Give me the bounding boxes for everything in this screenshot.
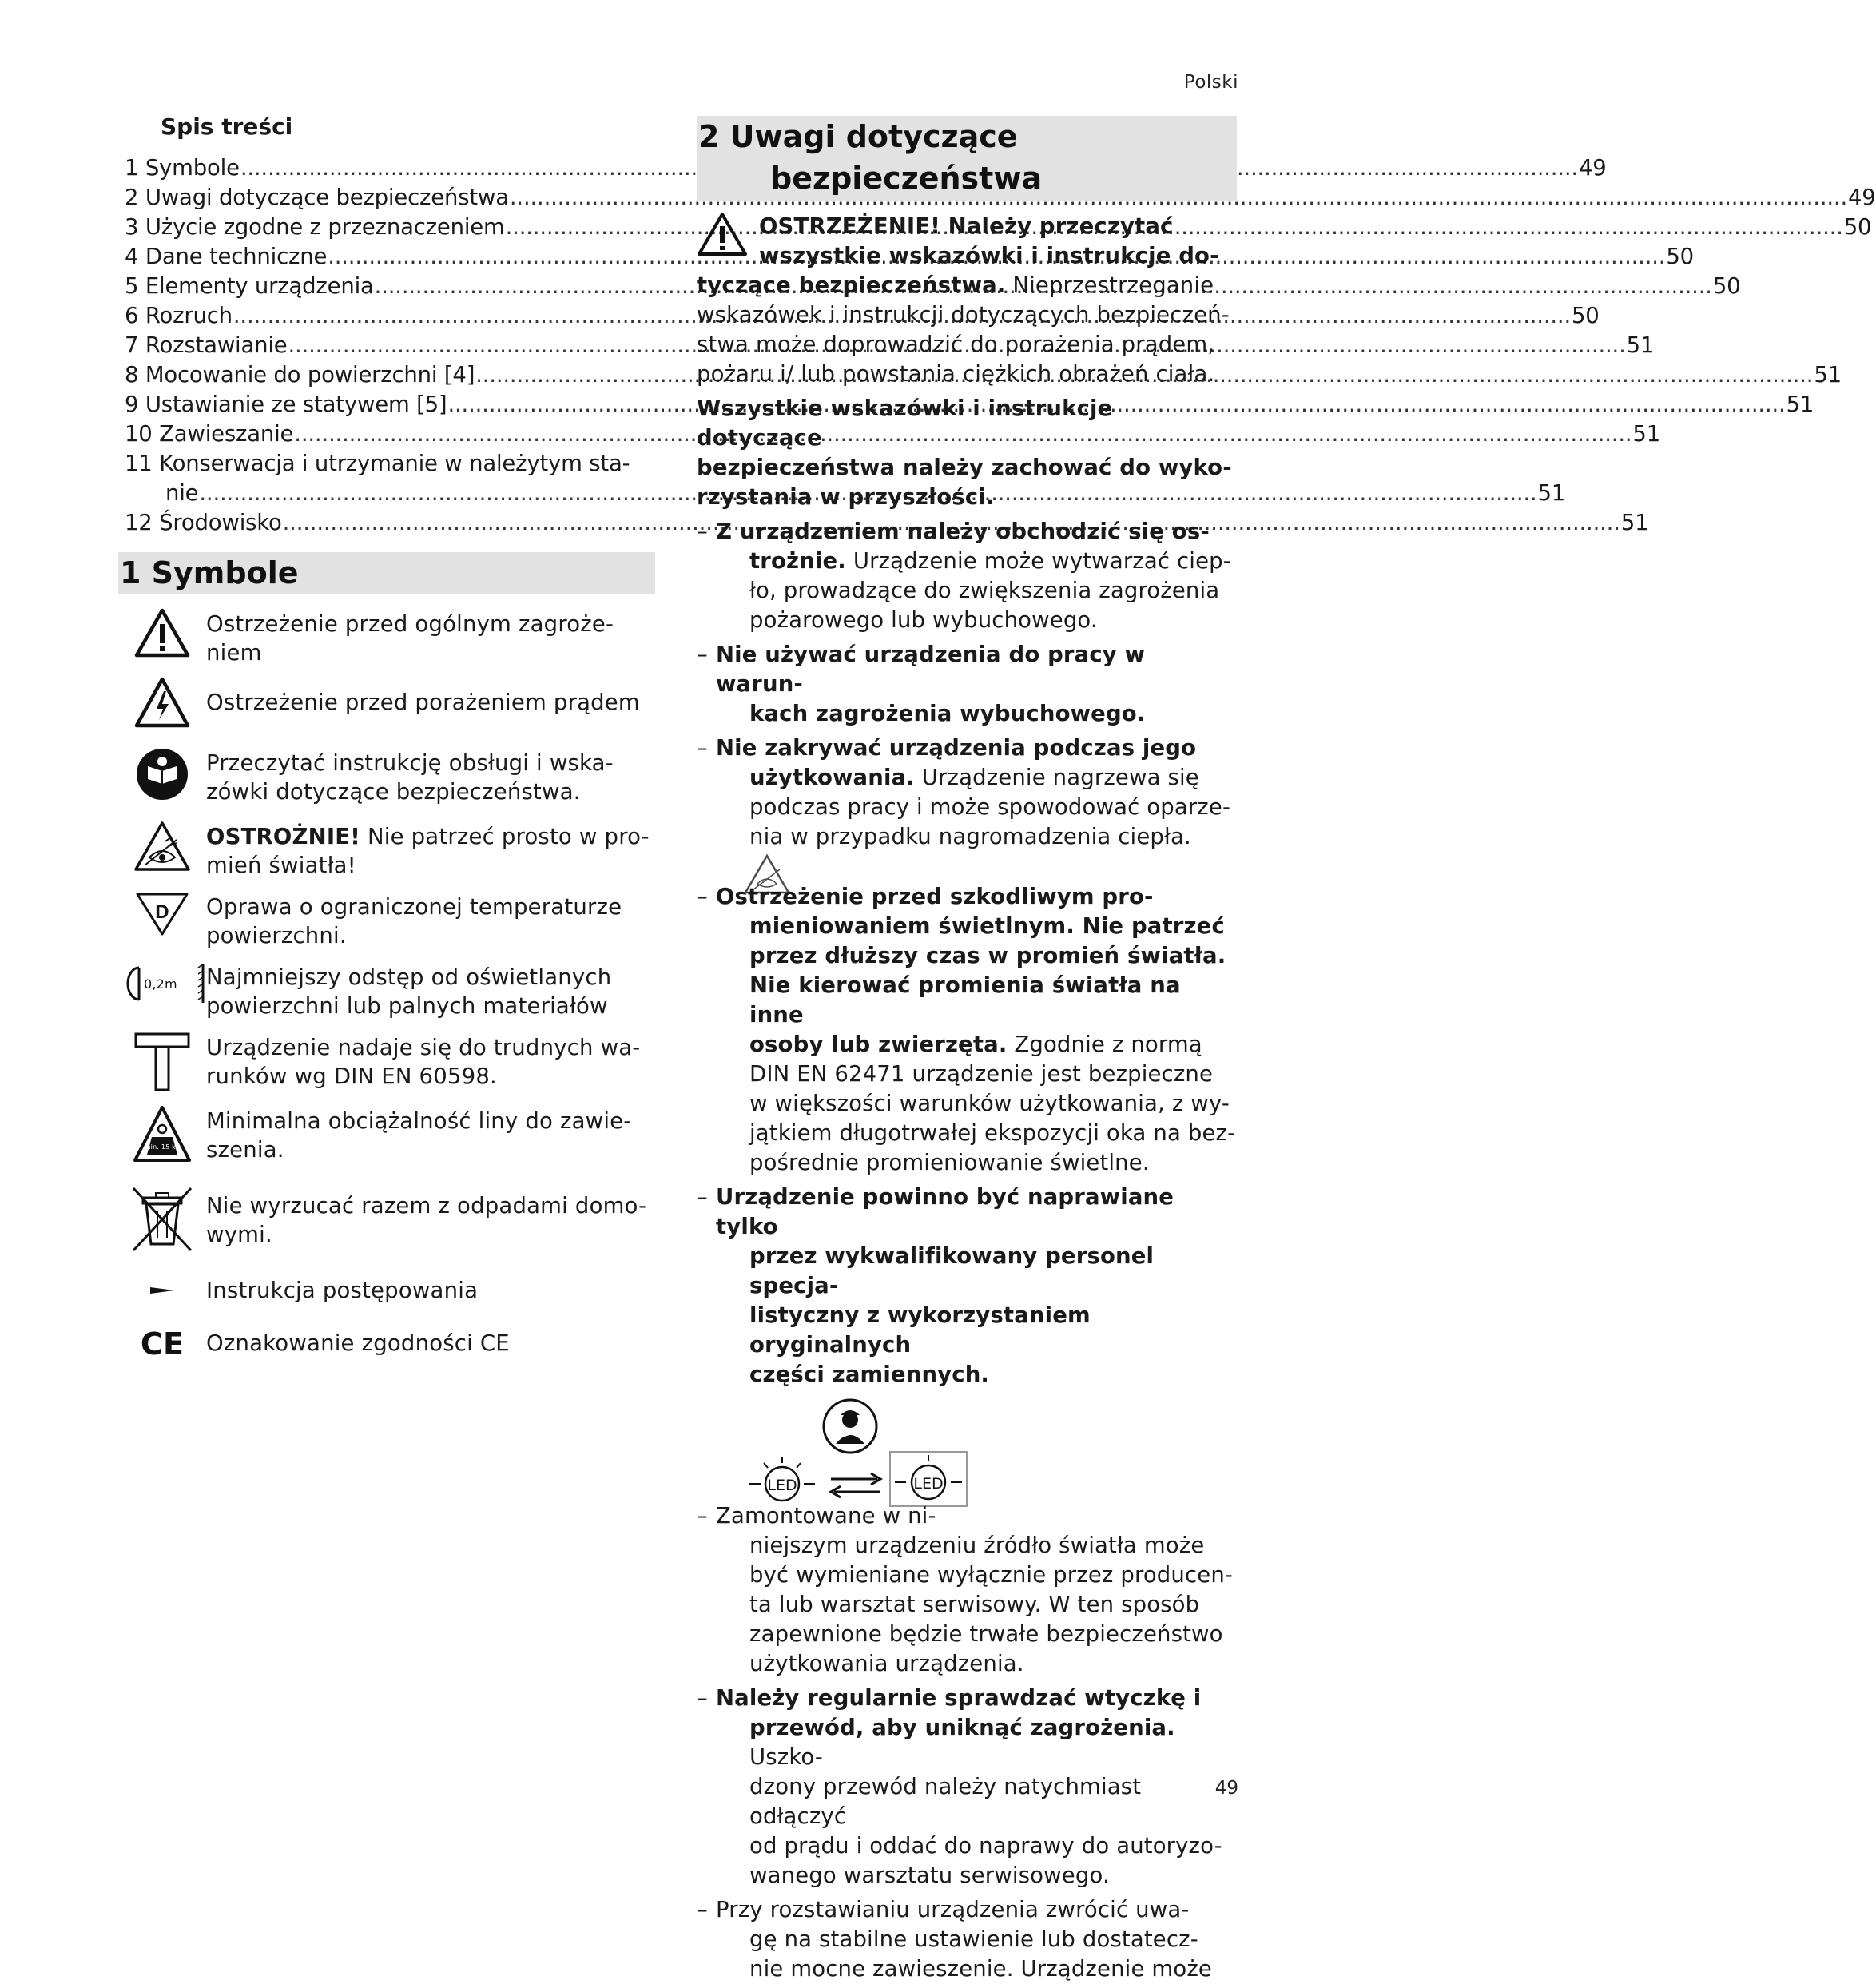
keep-instructions-note: Wszystkie wskazówki i instrukcje dotyczące bezpieczeństwa należy zachować do wyko- rzystania w przyszłości. <box>697 396 1232 510</box>
min-load-icon <box>118 1105 206 1163</box>
electric-shock-icon <box>118 677 206 728</box>
toc-entry[interactable]: 11 Konserwacja i utrzymanie w należytym sta- nie ..... 51 <box>118 449 655 508</box>
light-radiation-icon <box>118 821 206 872</box>
safety-heading: 2 Uwagi dotyczące bezpieczeństwa <box>697 116 1237 201</box>
swap-arrows-icon <box>828 1471 884 1503</box>
symbol-item: Instrukcja postępowania <box>118 1274 655 1327</box>
symbols-list <box>118 608 655 1375</box>
svg-text:LED: LED <box>767 1477 797 1494</box>
list-item: – Należy regularnie sprawdzać wtyczkę i przewód, aby uniknąć zagrożenia. Uszko- dzony przewód należy natychmiast odłączyć od prądu i oddać do naprawy do autoryzo- wanego warsztatu serwisowego. <box>697 1685 1222 1888</box>
list-item: – Urządzenie powinno być naprawiane tylko przez wykwalifikowany personel specja- listyczny z wykorzystaniem oryginalnych części zamiennych. <box>697 1184 1174 1387</box>
toc-entry[interactable]: 5 Elementy urządzenia ..... 50 <box>118 272 655 301</box>
toc-entry[interactable]: 8 Mocowanie do powierzchni [4] ..... 51 <box>118 360 655 390</box>
symbol-item: CE Oznakowanie zgodności CE <box>118 1327 655 1375</box>
d-label-text: D <box>155 901 169 923</box>
symbol-item: Urządzenie nadaje się do trudnych wa- runków wg DIN EN 60598. <box>118 1032 655 1105</box>
toc-entry[interactable]: 7 Rozstawianie ..... 51 <box>118 331 655 360</box>
technician-icon <box>821 1398 879 1458</box>
symbol-item: D Oprawa o ograniczonej temperaturze powierzchni. <box>118 891 655 961</box>
page-number: 49 <box>1214 1778 1238 1799</box>
symbol-item: Ostrzeżenie przed porażeniem prądem <box>118 677 655 747</box>
ce-mark-icon <box>118 1326 206 1362</box>
crossed-bin-icon <box>118 1185 206 1254</box>
symbols-heading: 1 Symbole <box>118 552 655 594</box>
distance-text: 0,2m <box>144 976 177 992</box>
symbol-item: 0,2m Najmniejszy odstęp od oświetlanych powierzchni lub palnych materiałów <box>118 961 655 1032</box>
list-item: – Nie zakrywać urządzenia podczas jego użytkowania. Urządzenie nagrzewa się podczas pracy i może spowodować oparze- nia w przypadku nagromadzenia ciepła. <box>697 735 1231 849</box>
symbol-item: min. 15 kg Minimalna obciążalność liny do zawie- szenia. <box>118 1105 655 1185</box>
instruction-arrow-icon <box>118 1274 206 1295</box>
list-item: – Z urządzeniem należy obchodzić się os- trożnie. Urządzenie może wytwarzać ciep- ło, prowadzące do zwiększenia zagrożenia pożarowego lub wybuchowego. <box>697 519 1231 633</box>
toc-entry[interactable]: 10 Zawieszanie ..... 51 <box>118 419 655 449</box>
warning-block: OSTRZEŻENIE! Należy przeczytać wszystkie wskazówki i instrukcje do- tyczące bezpieczeństwa. Nieprzestrzeganie wskazówek i instrukcji dotyczących bezpieczeń- stwa może doprowadzić do porażenia prądem, pożaru i/ lub powstania ciężkich obrażeń ciała. <box>697 213 1230 387</box>
symbol-item: Nie wyrzucać razem z odpadami domo- wymi. <box>118 1185 655 1274</box>
light-radiation-icon <box>743 853 791 903</box>
toc-entry[interactable]: 6 Rozruch ..... 50 <box>118 301 655 331</box>
toc-entry[interactable]: 1 Symbole ..... 49 <box>118 153 655 183</box>
list-item: – Ostrzeżenie przed szkodliwym pro- mieniowaniem świetlnym. Nie patrzeć przez dłuższy czas w promień światła. Nie kierować promienia światła na inne osoby lub zwierzęta. Zgodnie z normą DIN EN 62471 urządzenie jest bezpieczne w większości warunków użytkowania, z wy- jątkiem długotrwałej ekspozycji oka na bez- pośrednie promieniowanie świetlne. <box>697 882 1237 1178</box>
warning-triangle-icon <box>697 212 748 264</box>
warning-triangle-icon <box>118 608 206 658</box>
load-text: min. 15 kg <box>144 1143 181 1151</box>
symbol-item: Przeczytać instrukcję obsługi i wska- zówki dotyczące bezpieczeństwa. <box>118 747 655 821</box>
toc-entry[interactable]: 12 Środowisko ..... 51 <box>118 508 655 538</box>
list-item: – Nie używać urządzenia do pracy w warun- kach zagrożenia wybuchowego. <box>697 642 1146 726</box>
read-manual-icon <box>118 747 206 801</box>
svg-text:LED: LED <box>913 1475 944 1493</box>
toc-entry[interactable]: 9 Ustawianie ze statywem [5] ..... 51 <box>118 390 655 419</box>
list-item: – Zamontowane w ni- niejszym urządzeniu źródło światła może być wymieniane wyłącznie przez producen- ta lub warsztat serwisowy. W ten sposób zapewnione będzie trwałe bezpieczeństwo użytkowania urządzenia. <box>697 1503 1233 1676</box>
toc-title: Spis treści <box>161 113 293 140</box>
rough-service-icon <box>118 1032 206 1092</box>
toc-entry[interactable]: 2 Uwagi dotyczące bezpieczeństwa ..... 49 <box>118 183 655 213</box>
language-label: Polski <box>1183 72 1238 93</box>
symbol-item: Ostrzeżenie przed ogólnym zagroże- niem <box>118 608 655 677</box>
led-replacement-icons <box>697 1398 1237 1509</box>
list-item: – Przy rozstawianiu urządzenia zwrócić uwa- gę na stabilne ustawienie lub dostatecz- nie mocne zawieszenie. Urządzenie może <box>697 1897 1212 1982</box>
min-distance-icon <box>118 961 206 1006</box>
d-label-icon <box>118 891 206 936</box>
symbol-item: OSTROŻNIE! Nie patrzeć prosto w pro- mień światła! <box>118 821 655 891</box>
toc-entry[interactable]: 3 Użycie zgodne z przeznaczeniem ..... 50 <box>118 213 655 242</box>
right-column <box>697 116 1237 1984</box>
ce-text: CE <box>140 1326 185 1362</box>
toc-entry[interactable]: 4 Dane techniczne ..... 50 <box>118 242 655 272</box>
